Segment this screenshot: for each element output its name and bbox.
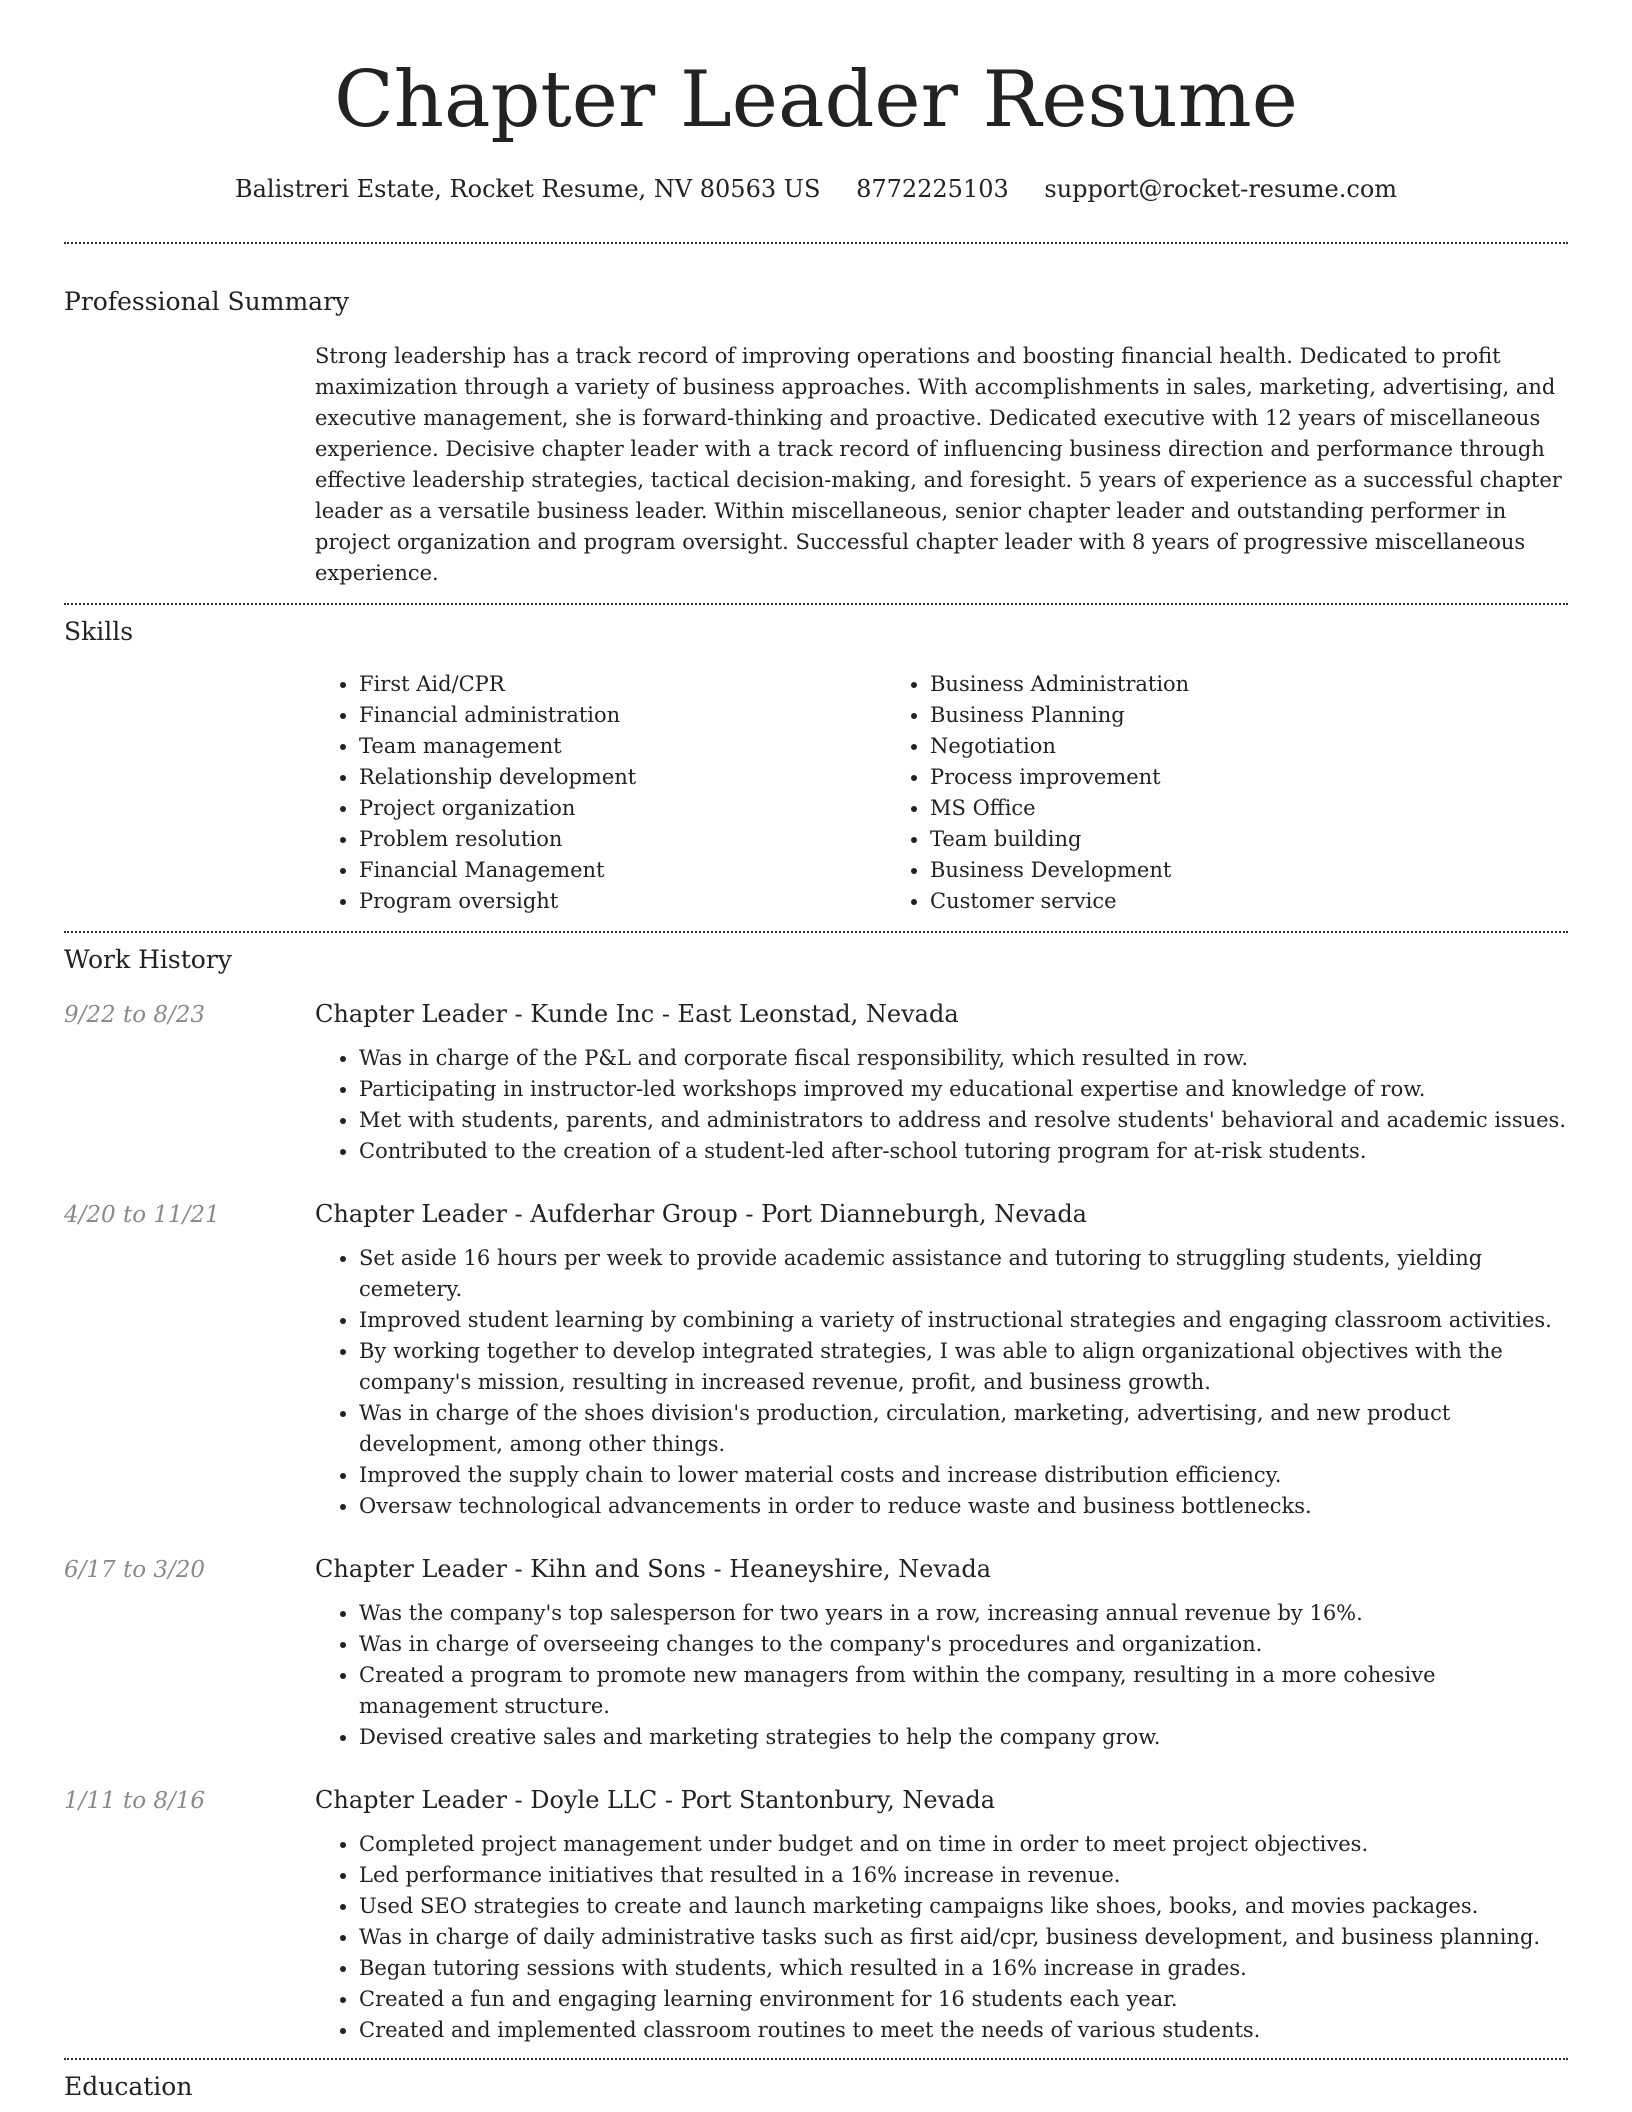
- professional-summary-section: [64, 244, 1568, 589]
- job-bullet: • Was in charge of daily administrative tasks such as first aid/cpr, business development, and business planning.: [359, 1922, 1568, 1953]
- contact-email: support@rocket-resume.com: [1044, 175, 1398, 203]
- skills-grid: [315, 669, 1568, 917]
- skill-item: • Customer service: [930, 886, 1189, 917]
- job-bullet: • Led performance initiatives that resulted in a 16% increase in revenue.: [359, 1860, 1568, 1891]
- job-dates: 4/20 to 11/21: [64, 1202, 220, 1228]
- job-entry: [64, 997, 1568, 1167]
- contact-phone: 8772225103: [856, 175, 1009, 203]
- job-dates: 6/17 to 3/20: [64, 1557, 206, 1583]
- skill-item: • Program oversight: [359, 886, 886, 917]
- job-bullets: [315, 1043, 1568, 1167]
- job-bullet: • Oversaw technological advancements in order to reduce waste and business bottlenecks.: [359, 1491, 1568, 1522]
- skill-item: • Team management: [359, 731, 886, 762]
- job-bullet: • Improved student learning by combining a variety of instructional strategies and engaging classroom activities.: [359, 1305, 1568, 1336]
- job-entry: [64, 1197, 1568, 1522]
- job-bullet: • Contributed to the creation of a student-led after-school tutoring program for at-risk students.: [359, 1136, 1568, 1167]
- skill-item: • Negotiation: [930, 731, 1189, 762]
- job-bullet: • Set aside 16 hours per week to provide academic assistance and tutoring to struggling students, yielding cemetery.: [359, 1243, 1568, 1305]
- skill-item: • Financial Management: [359, 855, 886, 886]
- job-dates: 1/11 to 8/16: [64, 1788, 206, 1814]
- skill-item: • Financial administration: [359, 700, 886, 731]
- job-bullet: • Improved the supply chain to lower material costs and increase distribution efficiency.: [359, 1460, 1568, 1491]
- contact-line: [64, 172, 1568, 206]
- work-history-section: [64, 933, 1568, 2046]
- job-list: [64, 997, 1568, 2046]
- job-title: Chapter Leader - Kunde Inc - East Leonstad, Nevada: [315, 1000, 959, 1028]
- skill-item: • Project organization: [359, 793, 886, 824]
- job-entry: [64, 1783, 1568, 2046]
- resume-title: Chapter Leader Resume: [334, 55, 1298, 145]
- job-bullet: • Was in charge of the P&L and corporate fiscal responsibility, which resulted in row.: [359, 1043, 1568, 1074]
- section-heading-skills: Skills: [64, 617, 134, 646]
- job-bullets: [315, 1598, 1568, 1753]
- section-heading-education: Education: [64, 2072, 193, 2101]
- job-title: Chapter Leader - Kihn and Sons - Heaneyshire, Nevada: [315, 1555, 992, 1583]
- skill-item: • Process improvement: [930, 762, 1189, 793]
- job-dates: 9/22 to 8/23: [64, 1002, 206, 1028]
- job-bullet: • Was in charge of the shoes division's production, circulation, marketing, advertising, and new product development, among other things.: [359, 1398, 1568, 1460]
- job-bullet: • Created a program to promote new managers from within the company, resulting in a more cohesive management structure.: [359, 1660, 1568, 1722]
- job-bullet: • Created a fun and engaging learning environment for 16 students each year.: [359, 1984, 1568, 2015]
- job-bullet: • Was in charge of overseeing changes to the company's procedures and organization.: [359, 1629, 1568, 1660]
- job-bullet: • Began tutoring sessions with students, which resulted in a 16% increase in grades.: [359, 1953, 1568, 1984]
- skill-item: • Business Development: [930, 855, 1189, 886]
- skills-column-right: [886, 669, 1189, 917]
- job-title: Chapter Leader - Doyle LLC - Port Stantonbury, Nevada: [315, 1786, 996, 1814]
- skill-item: • Business Administration: [930, 669, 1189, 700]
- education-section: [64, 2060, 1568, 2104]
- job-bullet: • Completed project management under budget and on time in order to meet project objectives.: [359, 1829, 1568, 1860]
- summary-text: Strong leadership has a track record of improving operations and boosting financial health. Dedicated to profit maximization through a variety of business approaches. With accomplishments in sales, marketing, advertising, and executive management, she is forward-thinking and proactive. Dedicated executive with 12 years of miscellaneous experience. Decisive chapter leader with a track record of influencing business direction and performance through effective leadership strategies, tactical decision-making, and foresight. 5 years of experience as a successful chapter leader as a versatile business leader. Within miscellaneous, senior chapter leader and outstanding performer in project organization and program oversight. Successful chapter leader with 8 years of progressive miscellaneous experience.: [315, 344, 1562, 585]
- job-bullet: • Met with students, parents, and administrators to address and resolve students' behavioral and academic issues.: [359, 1105, 1568, 1136]
- job-bullets: [315, 1243, 1568, 1522]
- job-bullet: • Participating in instructor-led workshops improved my educational expertise and knowledge of row.: [359, 1074, 1568, 1105]
- skills-column-left: [315, 669, 886, 917]
- skill-item: • Team building: [930, 824, 1189, 855]
- job-bullets: [315, 1829, 1568, 2046]
- job-bullet: • Devised creative sales and marketing strategies to help the company grow.: [359, 1722, 1568, 1753]
- skill-item: • First Aid/CPR: [359, 669, 886, 700]
- skills-section: [64, 605, 1568, 917]
- section-heading-summary: Professional Summary: [64, 287, 350, 316]
- skill-item: • Business Planning: [930, 700, 1189, 731]
- job-bullet: • Was the company's top salesperson for two years in a row, increasing annual revenue by 16%.: [359, 1598, 1568, 1629]
- job-bullet: • Used SEO strategies to create and launch marketing campaigns like shoes, books, and movies packages.: [359, 1891, 1568, 1922]
- skill-item: • Problem resolution: [359, 824, 886, 855]
- skill-item: • MS Office: [930, 793, 1189, 824]
- contact-address: Balistreri Estate, Rocket Resume, NV 80563 US: [234, 175, 821, 203]
- section-heading-work: Work History: [64, 945, 232, 974]
- resume-page: [64, 0, 1568, 2104]
- job-bullet: • By working together to develop integrated strategies, I was able to align organizational objectives with the company's mission, resulting in increased revenue, profit, and business growth.: [359, 1336, 1568, 1398]
- job-entry: [64, 1552, 1568, 1753]
- job-title: Chapter Leader - Aufderhar Group - Port Dianneburgh, Nevada: [315, 1200, 1087, 1228]
- job-bullet: • Created and implemented classroom routines to meet the needs of various students.: [359, 2015, 1568, 2046]
- skill-item: • Relationship development: [359, 762, 886, 793]
